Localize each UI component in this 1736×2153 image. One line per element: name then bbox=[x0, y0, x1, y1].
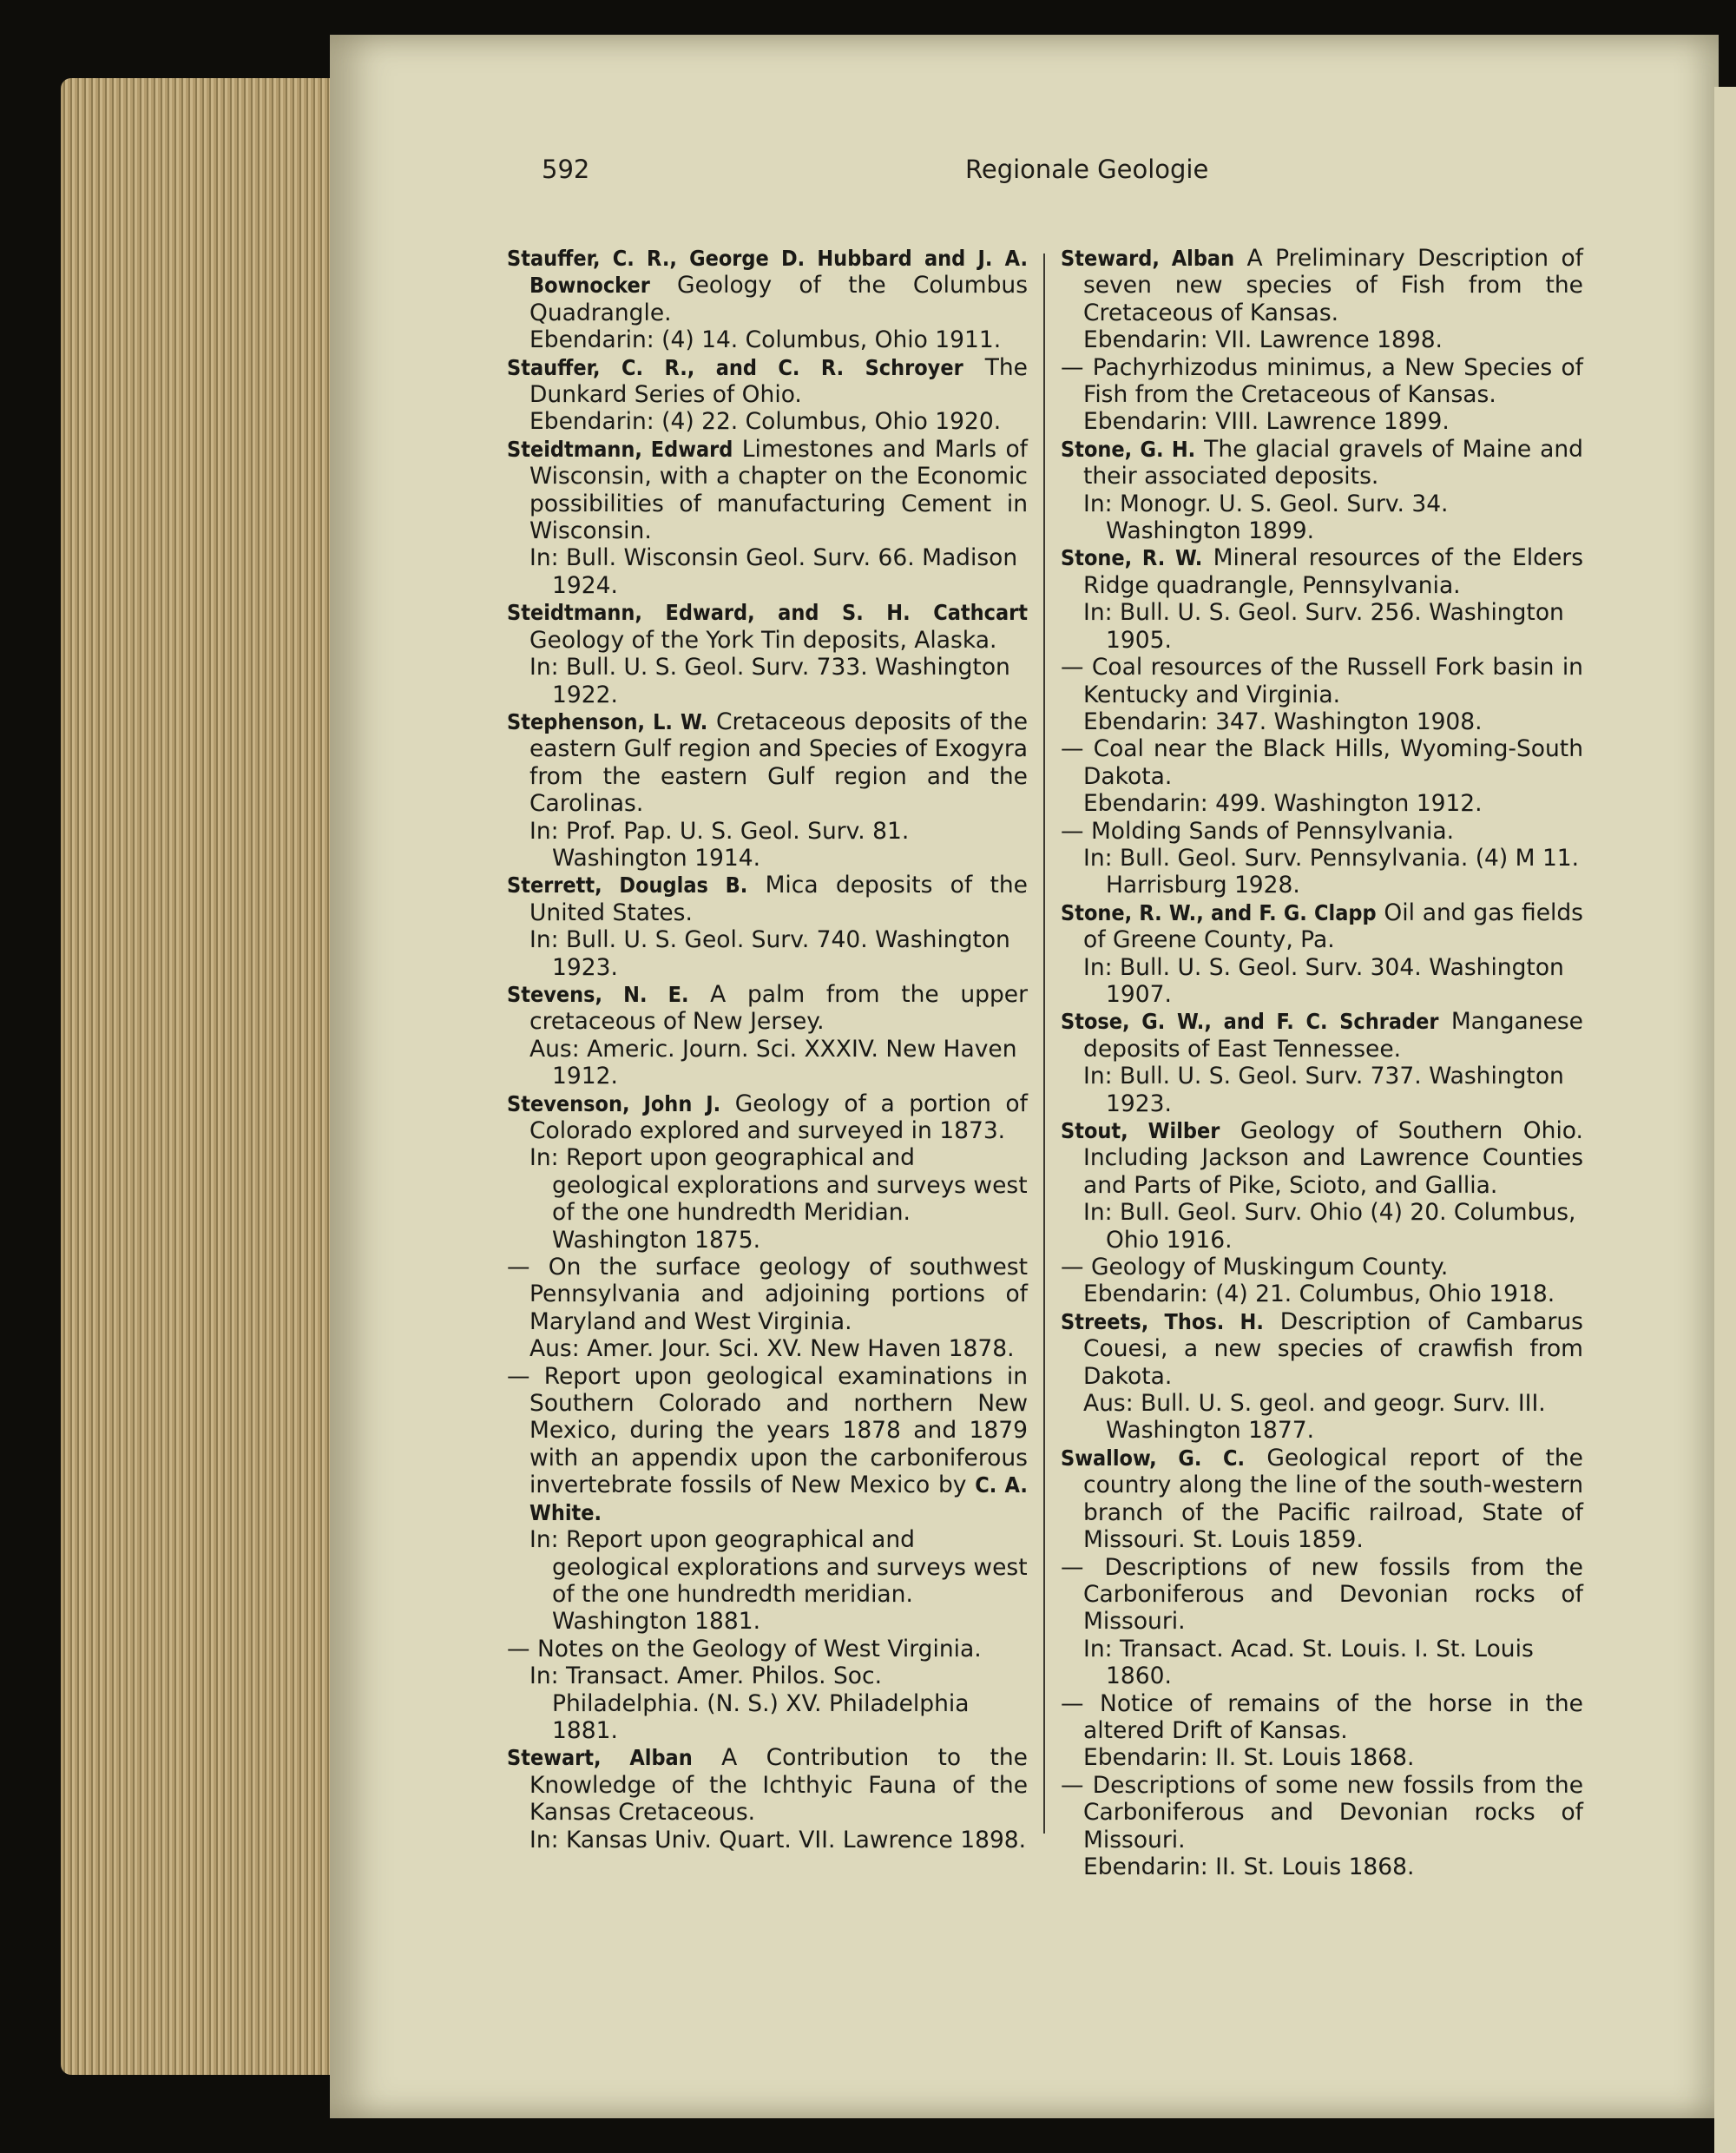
entry-title: Description of Cambarus Couesi, a new species of crawfish from Dakota. bbox=[1083, 1307, 1583, 1390]
entry-title: The glacial gravels of Maine and their associated deposits. bbox=[1083, 435, 1583, 491]
bibliography-entry bbox=[1061, 1308, 1583, 1445]
entry-citation: Ebendarin: 347. Washington 1908. bbox=[1083, 708, 1483, 735]
entry-heading bbox=[1061, 899, 1583, 954]
entry-heading bbox=[1061, 1254, 1583, 1281]
entry-title: Mineral resources of the Elders Ridge quadrangle, Pennsylvania. bbox=[1083, 544, 1583, 599]
bibliography-entry bbox=[1061, 1690, 1583, 1772]
entry-author: Stewart, Alban bbox=[507, 1745, 693, 1771]
bibliography-entry bbox=[1061, 1445, 1583, 1554]
entry-citation: In: Kansas Univ. Quart. VII. Lawrence 1898. bbox=[529, 1826, 1027, 1853]
entry-heading bbox=[1061, 1445, 1583, 1554]
entry-author: Stose, G. W., and F. C. Schrader bbox=[1061, 1009, 1439, 1035]
entry-citation: In: Transact. Amer. Philos. Soc. Philadelphia. (N. S.) XV. Philadelphia 1881. bbox=[529, 1662, 970, 1744]
entry-author: Stauffer, C. R., and C. R. Schroyer bbox=[507, 354, 963, 380]
entry-citation: In: Monogr. U. S. Geol. Surv. 34. Washington 1899. bbox=[1083, 490, 1449, 545]
bibliography-entry bbox=[1061, 1554, 1583, 1690]
entry-citation: In: Bull. U. S. Geol. Surv. 737. Washington 1923. bbox=[1083, 1063, 1564, 1117]
ditto-dash: — bbox=[1061, 353, 1084, 381]
entry-heading bbox=[1061, 1554, 1583, 1636]
bibliography-entry bbox=[1061, 245, 1583, 354]
bibliography-entry bbox=[507, 981, 1028, 1090]
ditto-dash: — bbox=[507, 1362, 530, 1390]
entry-title: Limestones and Marls of Wisconsin, with a chapter on the Economic possibilities of manufacturing Cement in Wisconsin. bbox=[529, 435, 1028, 545]
bibliography-entry bbox=[507, 1254, 1028, 1363]
entry-heading bbox=[1061, 544, 1583, 599]
entry-citation: Ebendarin: VIII. Lawrence 1899. bbox=[1083, 408, 1450, 436]
entry-citation: Aus: Amer. Jour. Sci. XV. New Haven 1878. bbox=[529, 1335, 1015, 1363]
page-edges bbox=[61, 78, 339, 2075]
entry-author: Steidtmann, Edward bbox=[507, 436, 733, 462]
entry-author: Stevenson, John J. bbox=[507, 1090, 721, 1116]
bibliography-entry bbox=[1061, 818, 1583, 899]
entry-citation: In: Bull. U. S. Geol. Surv. 304. Washington 1907. bbox=[1083, 953, 1564, 1008]
bibliography-entry bbox=[507, 1744, 1028, 1853]
entry-heading bbox=[1061, 1690, 1583, 1745]
bibliography-entry bbox=[507, 1090, 1028, 1254]
entry-heading bbox=[507, 1363, 1028, 1526]
bibliography-entry bbox=[1061, 1008, 1583, 1117]
entry-title: Notes on the Geology of West Virginia. bbox=[536, 1635, 982, 1662]
entry-title: Coal resources of the Russell Fork basin in Kentucky and Virginia. bbox=[1083, 654, 1583, 708]
entry-heading bbox=[507, 981, 1028, 1036]
entry-author: Stone, R. W. bbox=[1061, 545, 1203, 571]
entry-heading bbox=[507, 436, 1028, 545]
entry-heading bbox=[1061, 436, 1583, 491]
entry-citation: In: Bull. Wisconsin Geol. Surv. 66. Madison 1924. bbox=[529, 544, 1018, 599]
entry-citation: In: Bull. U. S. Geol. Surv. 740. Washington 1923. bbox=[529, 926, 1010, 981]
entry-citation: In: Prof. Pap. U. S. Geol. Surv. 81. Washington 1914. bbox=[529, 817, 910, 872]
bibliography-entry bbox=[507, 599, 1028, 708]
entry-author: Steward, Alban bbox=[1061, 246, 1235, 271]
bibliography-entry bbox=[507, 1636, 1028, 1745]
entry-heading bbox=[507, 872, 1028, 926]
bibliography-entry bbox=[1061, 354, 1583, 436]
entry-author: Streets, Thos. H. bbox=[1061, 1308, 1264, 1334]
bibliography-entry bbox=[1061, 544, 1583, 654]
bibliography-entry bbox=[1061, 654, 1583, 735]
entry-citation: In: Transact. Acad. St. Louis. I. St. Louis 1860. bbox=[1083, 1635, 1534, 1690]
running-title: Regionale Geologie bbox=[965, 155, 1209, 184]
entry-heading bbox=[1061, 735, 1583, 790]
bibliography-entry bbox=[507, 708, 1028, 872]
entry-title: A Contribution to the Knowledge of the Ichthyic Fauna of the Kansas Cretaceous. bbox=[529, 1744, 1028, 1827]
ditto-dash: — bbox=[1061, 735, 1084, 763]
entry-title: A palm from the upper cretaceous of New Jersey. bbox=[529, 980, 1028, 1036]
entry-citation: In: Report upon geographical and geological explorations and surveys west of the one hundredth meridian. Washington 1881. bbox=[529, 1526, 1028, 1636]
entry-citation: In: Report upon geographical and geological explorations and surveys west of the one hundredth Meridian. Washington 1875. bbox=[529, 1144, 1028, 1254]
bibliography-entry bbox=[507, 354, 1028, 436]
entry-citation: In: Bull. U. S. Geol. Surv. 733. Washington 1922. bbox=[529, 654, 1010, 708]
ditto-dash: — bbox=[1061, 1689, 1084, 1717]
entry-heading bbox=[1061, 1008, 1583, 1063]
ditto-dash: — bbox=[1061, 1771, 1084, 1799]
entry-author: Stone, G. H. bbox=[1061, 436, 1196, 462]
entry-citation: Ebendarin: II. St. Louis 1868. bbox=[1083, 1853, 1415, 1880]
ditto-dash: — bbox=[1061, 817, 1084, 845]
column-divider bbox=[1043, 253, 1045, 1834]
entry-author: Stone, R. W., and F. G. Clapp bbox=[1061, 899, 1377, 925]
bibliography-entry bbox=[507, 1363, 1028, 1636]
entry-heading bbox=[507, 354, 1028, 409]
entry-title: Geology of Muskingum County. bbox=[1090, 1254, 1449, 1281]
entry-author: Sterrett, Douglas B. bbox=[507, 872, 748, 899]
entry-heading bbox=[507, 599, 1028, 654]
ditto-dash: — bbox=[507, 1635, 530, 1662]
entry-title: A Preliminary Description of seven new species of Fish from the Cretaceous of Kansas. bbox=[1083, 245, 1583, 326]
entry-contributor: C. A. White. bbox=[529, 1472, 1028, 1525]
entry-title: Manganese deposits of East Tennessee. bbox=[1083, 1008, 1583, 1063]
entry-citation: Ebendarin: II. St. Louis 1868. bbox=[1083, 1744, 1415, 1772]
entry-author: Stevens, N. E. bbox=[507, 981, 689, 1007]
entry-title: Molding Sands of Pennsylvania. bbox=[1090, 817, 1454, 845]
bibliography-entry bbox=[507, 436, 1028, 599]
entry-citation: Ebendarin: 499. Washington 1912. bbox=[1083, 790, 1483, 818]
entry-author: Stauffer, C. R., George D. Hubbard and J. A. Bownocker bbox=[507, 246, 1028, 299]
entry-author: Stephenson, L. W. bbox=[507, 708, 708, 734]
bibliography-entry bbox=[1061, 899, 1583, 1009]
entry-title: Oil and gas fields of Greene County, Pa. bbox=[1083, 899, 1583, 954]
entry-heading bbox=[1061, 245, 1583, 326]
entry-heading bbox=[1061, 818, 1583, 845]
entry-citation: In: Bull. U. S. Geol. Surv. 256. Washington 1905. bbox=[1083, 599, 1564, 654]
bibliography-entry bbox=[1061, 1254, 1583, 1308]
bibliography-entry bbox=[1061, 1772, 1583, 1881]
entry-title: On the surface geology of southwest Pennsylvania and adjoining portions of Maryland and West Virginia. bbox=[529, 1254, 1028, 1335]
ditto-dash: — bbox=[1061, 654, 1084, 681]
entry-author: Stout, Wilber bbox=[1061, 1118, 1220, 1143]
ditto-dash: — bbox=[1061, 1254, 1084, 1281]
entry-heading bbox=[507, 1636, 1028, 1662]
entry-author: Steidtmann, Edward, and S. H. Cathcart bbox=[507, 600, 1028, 626]
entry-citation: Ebendarin: (4) 21. Columbus, Ohio 1918. bbox=[1083, 1281, 1555, 1308]
entry-title: Coal near the Black Hills, Wyoming-South Dakota. bbox=[1083, 735, 1583, 790]
bibliography-entry bbox=[1061, 436, 1583, 545]
right-column bbox=[1061, 245, 1583, 1880]
ditto-dash: — bbox=[507, 1254, 530, 1281]
entry-citation: Ebendarin: (4) 22. Columbus, Ohio 1920. bbox=[529, 408, 1002, 436]
bibliography-entry bbox=[1061, 735, 1583, 817]
left-column bbox=[507, 245, 1028, 1853]
facing-page-edge bbox=[1714, 87, 1736, 2153]
entry-title: Pachyrhizodus minimus, a New Species of Fish from the Cretaceous of Kansas. bbox=[1083, 353, 1583, 409]
entry-title: Geology of the Columbus Quadrangle. bbox=[529, 272, 1028, 326]
entry-heading bbox=[507, 1744, 1028, 1826]
entry-heading bbox=[1061, 1117, 1583, 1199]
entry-title: Descriptions of some new fossils from the Carboniferous and Devonian rocks of Missouri. bbox=[1083, 1771, 1583, 1853]
bibliography-entry bbox=[507, 872, 1028, 981]
entry-author: Swallow, G. C. bbox=[1061, 1445, 1246, 1471]
entry-title: Notice of remains of the horse in the altered Drift of Kansas. bbox=[1083, 1689, 1583, 1744]
ditto-dash: — bbox=[1061, 1553, 1084, 1581]
bibliography-entry bbox=[507, 245, 1028, 354]
entry-heading bbox=[507, 708, 1028, 818]
entry-heading bbox=[1061, 654, 1583, 708]
entry-heading bbox=[1061, 1772, 1583, 1853]
entry-title: Report upon geological examinations in Southern Colorado and northern New Mexico, during the years 1878 and 1879 with an appendix upon the carboniferous invertebrate fossils of New Mexico by bbox=[529, 1362, 1028, 1499]
entry-heading bbox=[507, 1254, 1028, 1335]
entry-title: Mica deposits of the United States. bbox=[529, 872, 1028, 926]
bibliography-entry bbox=[1061, 1117, 1583, 1254]
entry-title: Geology of the York Tin deposits, Alaska. bbox=[529, 626, 997, 654]
entry-title: Geological report of the country along the line of the south-western branch of the Pacific railroad, State of Missouri. St. Louis 1859. bbox=[1083, 1444, 1583, 1554]
entry-title: Geology of a portion of Colorado explored and surveyed in 1873. bbox=[529, 1090, 1028, 1144]
entry-citation: Ebendarin: (4) 14. Columbus, Ohio 1911. bbox=[529, 326, 1002, 354]
entry-citation: Aus: Bull. U. S. geol. and geogr. Surv. III. Washington 1877. bbox=[1083, 1390, 1546, 1445]
entry-heading bbox=[507, 245, 1028, 326]
entry-title: Geology of Southern Ohio. Including Jackson and Lawrence Counties and Parts of Pike, Scioto, and Gallia. bbox=[1083, 1117, 1583, 1199]
entry-heading bbox=[1061, 354, 1583, 409]
entry-citation: In: Bull. Geol. Surv. Pennsylvania. (4) M 11. Harrisburg 1928. bbox=[1083, 844, 1580, 899]
entry-title: Cretaceous deposits of the eastern Gulf region and Species of Exogyra from the eastern Gulf region and the Carolinas. bbox=[529, 708, 1028, 818]
entry-heading bbox=[507, 1090, 1028, 1145]
entry-heading bbox=[1061, 1308, 1583, 1390]
entry-citation: Aus: Americ. Journ. Sci. XXXIV. New Haven 1912. bbox=[529, 1035, 1017, 1090]
entry-title: Descriptions of new fossils from the Carboniferous and Devonian rocks of Missouri. bbox=[1083, 1553, 1583, 1636]
entry-citation: In: Bull. Geol. Surv. Ohio (4) 20. Columbus, Ohio 1916. bbox=[1083, 1199, 1576, 1254]
entry-citation: Ebendarin: VII. Lawrence 1898. bbox=[1083, 326, 1443, 354]
entry-title: The Dunkard Series of Ohio. bbox=[529, 353, 1028, 409]
page-number: 592 bbox=[542, 155, 590, 184]
